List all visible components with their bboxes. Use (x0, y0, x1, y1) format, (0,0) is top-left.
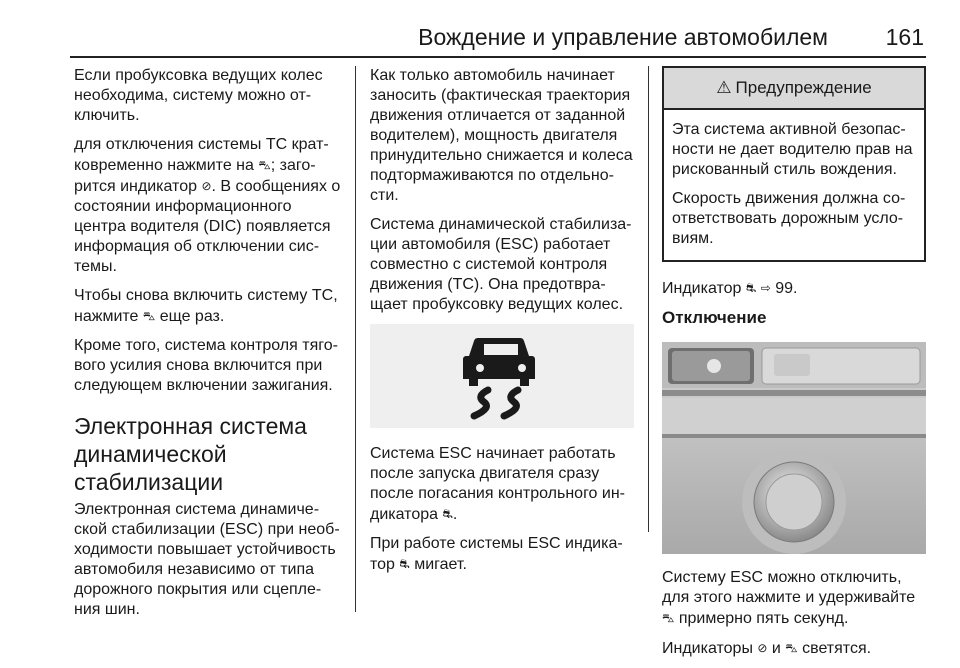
esc-indicator-icon: ⛐ (745, 281, 757, 295)
paragraph: Индикаторы ⊘ и ⛍ светятся. (662, 640, 872, 657)
warning-header (664, 68, 924, 110)
tc-indicator-icon: ⊘ (201, 179, 212, 193)
esc-indicator-icon: ⛐ (442, 507, 453, 521)
paragraph: для отключения системы TC крат-ковременно нажмите на ⛍; заго-рится индикатор ⊘. В сообщениях о состоянии информационного центра водителя (DIC) появляется информация об отключении сис-темы. (74, 136, 341, 275)
paragraph: При работе системы ESC индика-тор ⛐ мигает. (370, 535, 623, 573)
paragraph: Чтобы снова включить систему TC, нажмите ⛍ еще раз. (74, 287, 338, 325)
column-2 (370, 66, 634, 584)
paragraph: Электронная система динамиче-ской стабилизации (ESC) при необ-ходимости повышает устойчивость автомобиля независимо от типа дорожного покрытия или сцепле-ния шин. (74, 501, 340, 618)
page-number: 161 (885, 24, 924, 50)
column-3 (662, 66, 926, 668)
paragraph: Система ESC начинает работать после запуска двигателя сразу после погасания контрольного ин-дикатора ⛐. (370, 445, 625, 523)
tc-off-icon: ⛍ (142, 309, 156, 323)
warning-triangle-icon: ⚠ (716, 78, 732, 97)
paragraph: Система динамической стабилиза-ции автомобиля (ESC) работает совместно с системой контроля движения (TC). Она предотвра-щает пробуксовку ведущих колес. (370, 216, 632, 313)
paragraph: Индикатор ⛐ ⇨ 99. (662, 280, 798, 297)
column-1 (74, 66, 344, 629)
paragraph: Если пробуксовка ведущих колес необходима, систему можно от-ключить. (74, 67, 323, 124)
warning-box (662, 66, 926, 262)
paragraph: Скорость движения должна со-ответствовать дорожным усло-виям. (672, 190, 906, 247)
column-divider-2 (648, 66, 649, 532)
paragraph: Эта система активной безопас-ности не дает водителю прав на рискованный стиль вождения. (672, 121, 913, 178)
page-header-title: Вождение и управление автомобилем (418, 24, 828, 50)
tc-off-icon: ⛍ (258, 158, 271, 172)
subsection-heading: Отключение (662, 308, 767, 327)
esc-off-icon: ⛍ (662, 611, 675, 625)
xref-arrow-icon: ⇨ (760, 281, 771, 295)
dashboard-button-photo (662, 342, 926, 554)
paragraph: Систему ESC можно отключить, для этого нажмите и удерживайте ⛍ примерно пять секунд. (662, 569, 916, 627)
esc-off-indicator-icon: ⛍ (785, 641, 798, 655)
section-heading: Электронная система динамической стабилизации (74, 413, 307, 495)
column-divider-1 (355, 66, 356, 612)
esc-indicator-icon: ⛐ (399, 557, 410, 571)
warning-title: Предупреждение (735, 78, 872, 97)
paragraph: Кроме того, система контроля тяго-вого усилия снова включится при следующем включении зажигания. (74, 337, 338, 394)
warning-body (664, 110, 924, 260)
paragraph: Как только автомобиль начинает заносить (фактическая траектория движения отличается от заданной водителем), мощность двигателя принудительно снижается и колеса подтормаживаются по отдельно-сти. (370, 67, 633, 204)
tc-indicator-icon: ⊘ (757, 641, 768, 655)
header-rule (70, 56, 926, 58)
esc-car-skid-icon (370, 324, 634, 428)
